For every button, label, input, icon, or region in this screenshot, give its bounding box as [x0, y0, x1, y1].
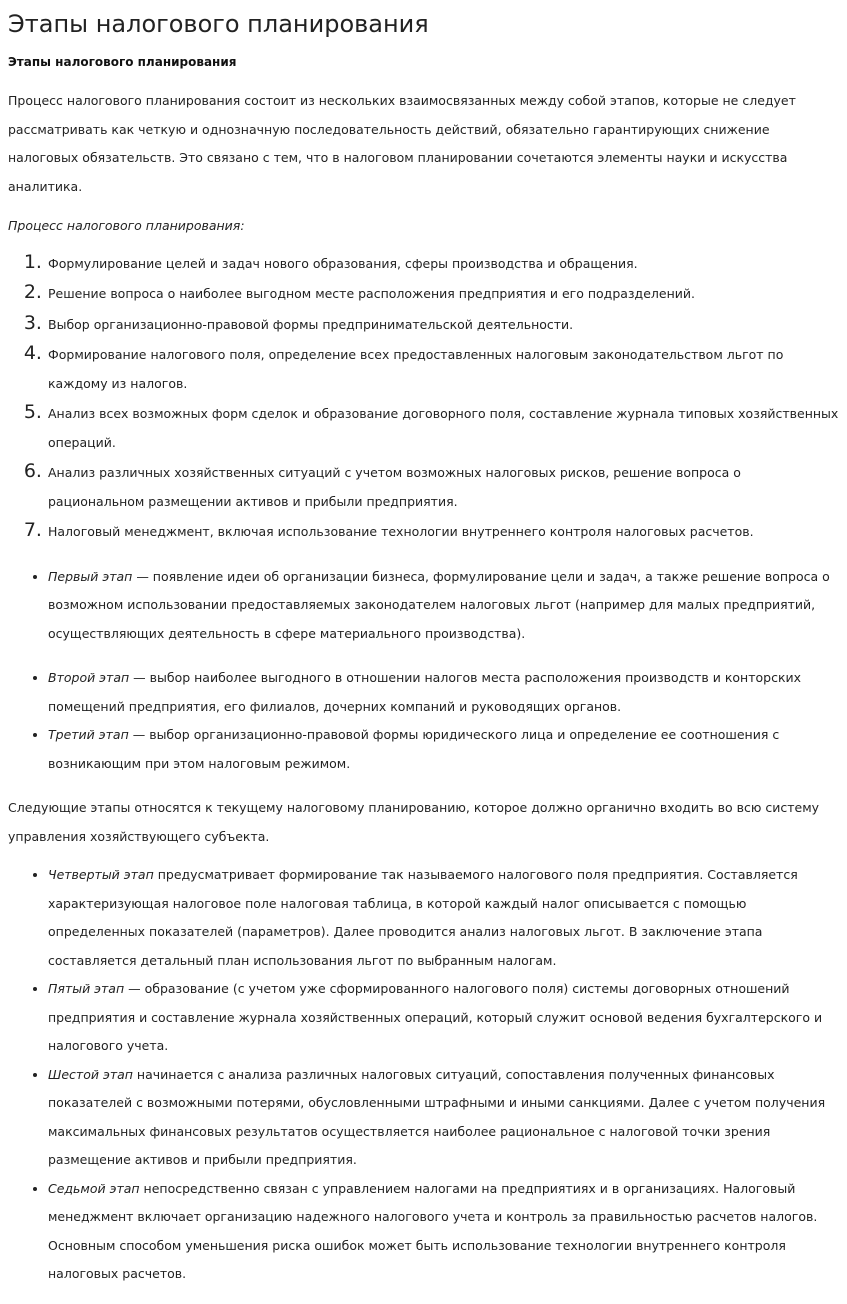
stage-text: начинается с анализа различных налоговых ситуаций, сопоставления полученных финансовых показателей с возможными потерями, обусловленными штрафными и иными санкциями. Далее с учетом получения максимальных финансовых результатов осуществляется наиболее рациональное с налоговой точки зрения размещение активов и прибыли предприятия. — [48, 1066, 826, 1167]
article — [0, 8, 847, 1289]
step-item: 2. Решение вопроса о наиболее выгодном месте расположения предприятия и его подразделений. — [48, 278, 839, 309]
stage-item — [48, 861, 839, 975]
stage-term: Седьмой этап — [48, 1180, 140, 1196]
stages-list-first — [8, 563, 839, 779]
stage-text: — выбор организационно-правовой формы юридического лица и определение ее соотношения с возникающим при этом налоговым режимом. — [48, 727, 780, 771]
stage-item — [48, 664, 839, 721]
stage-term: Шестой этап — [48, 1066, 133, 1082]
stage-text: — появление идеи об организации бизнеса, формулирование цели и задач, а также решение вопроса о возможном использовании предоставляемых законодателем налоговых льгот (например для малых предприятий, осуществляющих деятельность в сфере материального производства). — [48, 568, 830, 641]
page-title: Этапы налогового планирования — [8, 10, 429, 38]
stage-text: непосредственно связан с управлением налогами на предприятиях и в организациях. Налоговый менеджмент включает организацию надежного налогового учета и контроль за правильностью расчетов налогов. Основным способом уменьшения риска ошибок может быть использование технологии внутреннего контроля налоговых расчетов. — [48, 1180, 818, 1281]
stage-term: Второй этап — [48, 670, 130, 685]
stages-list-second — [8, 861, 839, 1289]
step-item: 6. Анализ различных хозяйственных ситуаций с учетом возможных налоговых рисков, решение вопроса о рациональном размещении активов и прибыли предприятия. — [48, 457, 839, 516]
stage-item — [48, 721, 839, 778]
step-item: 1. Формулирование целей и задач нового образования, сферы производства и обращения. — [48, 248, 839, 279]
steps-list — [8, 248, 839, 547]
stage-item — [48, 975, 839, 1061]
stage-item — [48, 1061, 839, 1175]
stage-term: Третий этап — [48, 727, 129, 742]
stage-term: Пятый этап — [48, 981, 125, 996]
stage-term: Первый этап — [48, 568, 133, 584]
transition-paragraph: Следующие этапы относятся к текущему налоговому планированию, которое должно органично входить во всю систему управления хозяйствующего субъекта. — [8, 800, 820, 844]
step-item: 4. Формирование налогового поля, определение всех предоставленных налоговым законодательством льгот по каждому из налогов. — [48, 339, 839, 398]
stage-text: предусматривает формирование так называемого налогового поля предприятия. Составляется характеризующая налоговое поле налоговая таблица, в которой каждый налог описывается с помощью определенных показателей (параметров). Далее проводится анализ налоговых льгот. В заключение этапа составляется детальный план использования льгот по выбранным налогам. — [48, 867, 798, 968]
section-heading: Этапы налогового планирования — [8, 55, 237, 69]
stage-item — [48, 563, 839, 649]
step-item: 3. Выбор организационно-правовой формы предпринимательской деятельности. — [48, 309, 839, 340]
step-item: 5. Анализ всех возможных форм сделок и образование договорного поля, составление журнала типовых хозяйственных операций. — [48, 398, 839, 457]
stage-term: Четвертый этап — [48, 867, 154, 882]
process-label: Процесс налогового планирования: — [8, 218, 245, 233]
intro-paragraph: Процесс налогового планирования состоит из нескольких взаимосвязанных между собой этапов, которые не следует рассматривать как четкую и однозначную последовательность действий, обязательно гарантирующих снижение налоговых обязательств. Это связано с тем, что в налоговом планировании сочетаются элементы науки и искусства аналитика. — [8, 93, 796, 194]
stage-text: — выбор наиболее выгодного в отношении налогов места расположения производств и конторских помещений предприятия, его филиалов, дочерних компаний и руководящих органов. — [48, 670, 802, 714]
step-item: 7. Налоговый менеджмент, включая использование технологии внутреннего контроля налоговых расчетов. — [48, 516, 839, 547]
stage-item — [48, 1175, 839, 1289]
stage-text: — образование (с учетом уже сформированного налогового поля) системы договорных отношений предприятия и составление журнала хозяйственных операций, который служит основой ведения бухгалтерского и налогового учета. — [48, 981, 823, 1053]
